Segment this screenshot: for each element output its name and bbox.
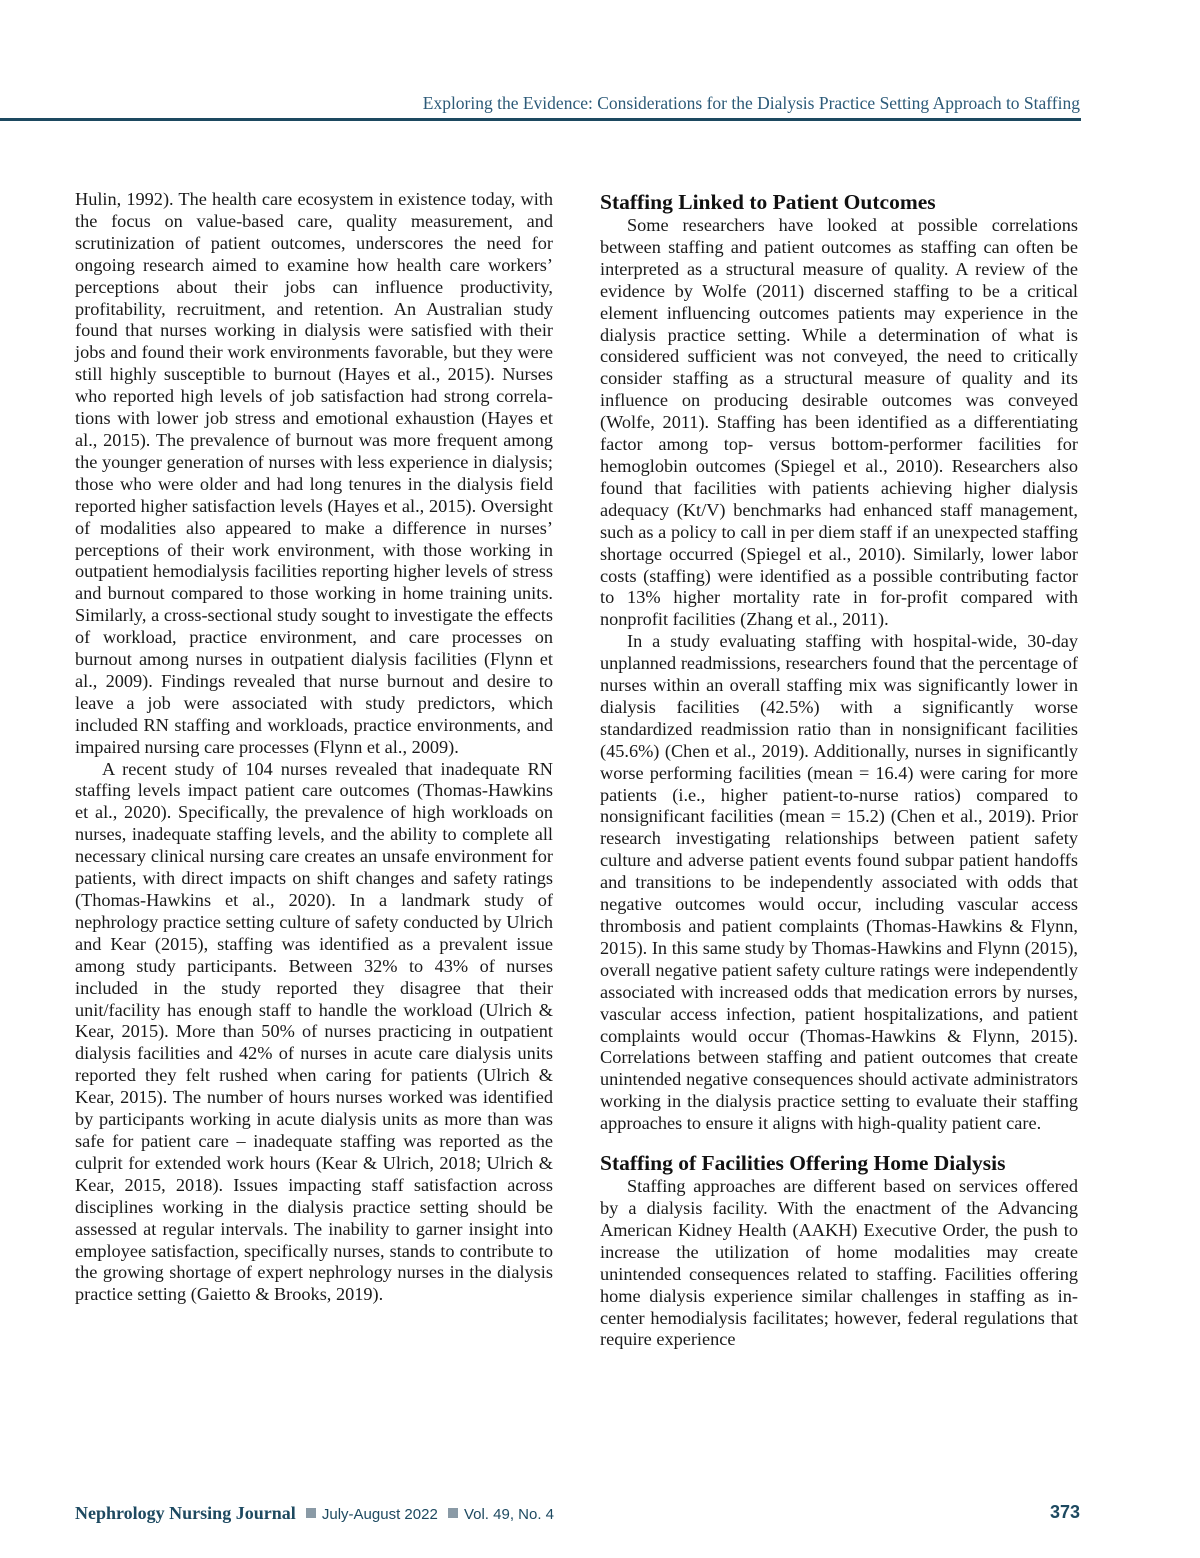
running-head: Exploring the Evidence: Considerations for the Dialysis Practice Setting Approach to Staffing: [422, 93, 1080, 113]
body-paragraph: Staffing approaches are different based on services offered by a dialysis facility. With the enactment of the Advancing American Kidney Health (AAKH) Executive Order, the push to increase the utilization of home modalities may create unintended consequences related to staffing. Facilities offering home dialysis experience similar challenges in staffing as in-center hemodialysis facilitates; however, federal regulations that require experience: [600, 1176, 1078, 1350]
footer: [75, 1503, 554, 1524]
section-heading-staffing-outcomes: Staffing Linked to Patient Outcomes: [600, 190, 936, 214]
separator-square-icon: [306, 1508, 316, 1518]
left-column: [75, 189, 553, 1306]
body-paragraph: A recent study of 104 nurses revealed that inadequate RN staffing levels impact patient care outcomes (Thomas-Hawkins et al., 2020). Specifically, the prevalence of high workloads on nurses, inadequate staffing levels, and the ability to complete all necessary clinical nursing care creates an unsafe environment for patients, with direct impacts on shift changes and safety ratings (Thomas-Hawkins et al., 2020). In a landmark study of nephrology practice setting culture of safety conducted by Ulrich and Kear (2015), staffing was identified as a prevalent issue among study participants. Between 32% to 43% of nurses included in the study reported they disagree that their unit/facility has enough staff to handle the workload (Ulrich & Kear, 2015). More than 50% of nurses practicing in outpatient dialysis facilities and 42% of nurses in acute care dialysis units reported they felt rushed when caring for patients (Ulrich & Kear, 2015). The number of hours nurses worked was identified by participants working in acute dialysis units as more than was safe for patient care – inadequate staffing was reported as the culprit for extended work hours (Kear & Ulrich, 2018; Ulrich & Kear, 2015, 2018). Issues impacting staff satisfaction across disciplines working in the dialysis practice setting should be assessed at regular intervals. The inability to garner insight into employee satisfaction, specifically nurses, stands to contribute to the growing shortage of expert nephrology nurses in the dialysis practice setting (Gaietto & Brooks, 2019).: [75, 758, 553, 1305]
section-heading-home-dialysis: Staffing of Facilities Offering Home Dialysis: [600, 1151, 1006, 1176]
body-paragraph: Some researchers have looked at possible correlations between staffing and patient outcomes as staffing can often be interpreted as a structural measure of quality. A review of the evidence by Wolfe (2011) discerned staffing to be a critical element influencing outcomes patients may experience in the dialysis practice setting. While a determination of what is considered sufficient was not conveyed, the need to critically consider staffing as a structural measure of quality and its influence on producing desirable outcomes was conveyed (Wolfe, 2011). Staffing has been identified as a differentiating factor among top- versus bottom-performer facilities for hemoglobin outcomes (Spiegel et al., 2010). Researchers also found that facilities with patients achieving higher dialysis adequacy (Kt/V) benchmarks had enhanced staff management, such as a policy to call in per diem staff if an unexpected staffing shortage occurred (Spiegel et al., 2010). Similarly, lower labor costs (staffing) were identified as a possible contributing factor to 13% higher mortality rate in for-profit compared with nonprofit facilities (Zhang et al., 2011).: [600, 215, 1078, 630]
separator-square-icon: [448, 1508, 458, 1518]
header-rule: [0, 118, 1081, 121]
volume-issue: Vol. 49, No. 4: [463, 1506, 555, 1523]
journal-name: Nephrology Nursing Journal: [75, 1503, 296, 1523]
body-paragraph: Hulin, 1992). The health care ecosystem in existence today, with the focus on value-based care, quality measurement, and scrutinization of patient outcomes, underscores the need for ongoing research aimed to examine how health care workers’ perceptions about their jobs can influence productivity, profitability, recruitment, and retention. An Australian study found that nurses working in dialysis were satisfied with their jobs and found their work environments favorable, but they were still highly susceptible to burnout (Hayes et al., 2015). Nurses who reported high levels of job satisfaction had strong correlations with lower job stress and emotional exhaustion (Hayes et al., 2015). The prevalence of burnout was more frequent among the younger generation of nurses with less experience in dialysis; those who were older and had long tenures in the dialysis field reported higher satisfaction levels (Hayes et al., 2015). Oversight of modalities also appeared to make a difference in nurses’ perceptions of their work environment, with those working in outpatient hemodialysis facilities reporting higher levels of stress and burnout compared to those working in home training units. Similarly, a cross-sectional study sought to investigate the effects of workload, practice environment, and care processes on burnout among nurses in outpatient dialysis facilities (Flynn et al., 2009). Findings revealed that nurse burnout and desire to leave a job were associated with study predictors, which included RN staffing and workloads, practice environments, and impaired nursing care processes (Flynn et al., 2009).: [75, 189, 553, 757]
page-number: 373: [1049, 1502, 1080, 1522]
body-paragraph: In a study evaluating staffing with hospital-wide, 30-day unplanned readmissions, researchers found that the percentage of nurses within an overall staffing mix was significantly lower in dialysis facilities (42.5%) with a significantly worse standardized readmission ratio than in nonsignificant facilities (45.6%) (Chen et al., 2019). Additionally, nurses in significantly worse performing facilities (mean = 16.4) were caring for more patients (i.e., higher patient-to-nurse ratios) compared to nonsignificant facilities (mean = 15.2) (Chen et al., 2019). Prior research investigating relationships between patient safety culture and adverse patient events found subpar patient handoffs and transitions to be independently associated with odds that negative outcomes would occur, including vascular access thrombosis and patient complaints (Thomas-Hawkins & Flynn, 2015). In this same study by Thomas-Hawkins and Flynn (2015), overall negative patient safety culture ratings were independently associated with increased odds that medication errors by nurses, vascular access infection, patient hospitalizations, and patient complaints would occur (Thomas-Hawkins & Flynn, 2015). Correlations between staffing and patient outcomes that create unintended negative consequences should activate administrators working in the dialysis practice setting to evaluate their staffing approaches to ensure it aligns with high-quality patient care.: [600, 631, 1078, 1134]
right-column: [600, 189, 1078, 1351]
issue-date: July-August 2022: [321, 1506, 438, 1523]
